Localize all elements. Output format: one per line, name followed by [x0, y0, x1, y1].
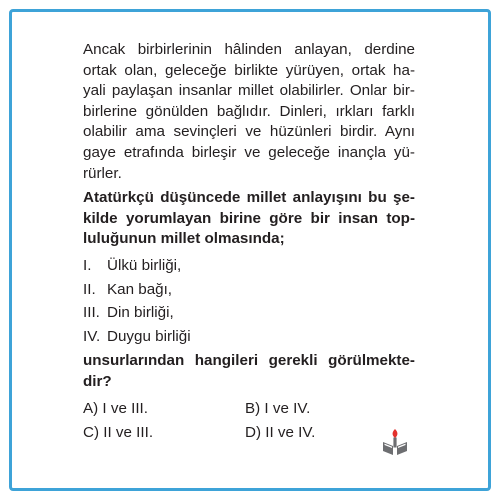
list-item	[83, 254, 415, 278]
option-a[interactable]	[83, 399, 245, 420]
option-label: D)	[245, 424, 262, 442]
option-text: II ve IV.	[265, 424, 316, 442]
passage-text: Ancak birbirlerinin hâlinden anlayan, derdine ortak olan, geleceğe birlikte yürüyen, ortak ha- yali paylaşan insanlar millet olabilirler. Onlar bir- birlerine gönülden bağlıdır. Dinleri, ırkları farklı olabilir ama sevinçleri ve hüzünleri birdir. Aynı gaye etrafında birleşir ve geleceğe inançla yü- rürler.	[83, 41, 415, 182]
item-text: Duygu birliği	[107, 327, 191, 345]
option-label: C)	[83, 424, 100, 442]
item-text: Din birliği,	[107, 304, 174, 322]
list-item	[83, 325, 415, 349]
question-content	[83, 40, 415, 444]
item-number: II.	[83, 280, 96, 298]
list-item	[83, 278, 415, 302]
question-ending: unsurlarından hangileri gerekli görülmekte- dir?	[83, 352, 415, 390]
option-text: I ve III.	[102, 399, 148, 417]
option-text: I ve IV.	[264, 399, 311, 417]
option-label: A)	[83, 399, 99, 417]
torch-book-logo-icon	[382, 428, 408, 456]
item-text: Kan bağı,	[107, 280, 173, 298]
item-text: Ülkü birliği,	[107, 256, 182, 274]
item-number: III.	[83, 304, 100, 322]
item-list	[83, 254, 415, 348]
option-label: B)	[245, 399, 261, 417]
answer-options	[83, 399, 415, 444]
option-text: II ve III.	[103, 424, 154, 442]
option-b[interactable]	[245, 399, 407, 420]
list-item	[83, 301, 415, 325]
option-c[interactable]	[83, 423, 245, 444]
item-number: I.	[83, 256, 92, 274]
item-number: IV.	[83, 327, 101, 345]
question-stem: Atatürkçü düşüncede millet anlayışını bu şe- kilde yorumlayan birine göre bir insan top- luluğunun millet olmasında;	[83, 189, 415, 248]
